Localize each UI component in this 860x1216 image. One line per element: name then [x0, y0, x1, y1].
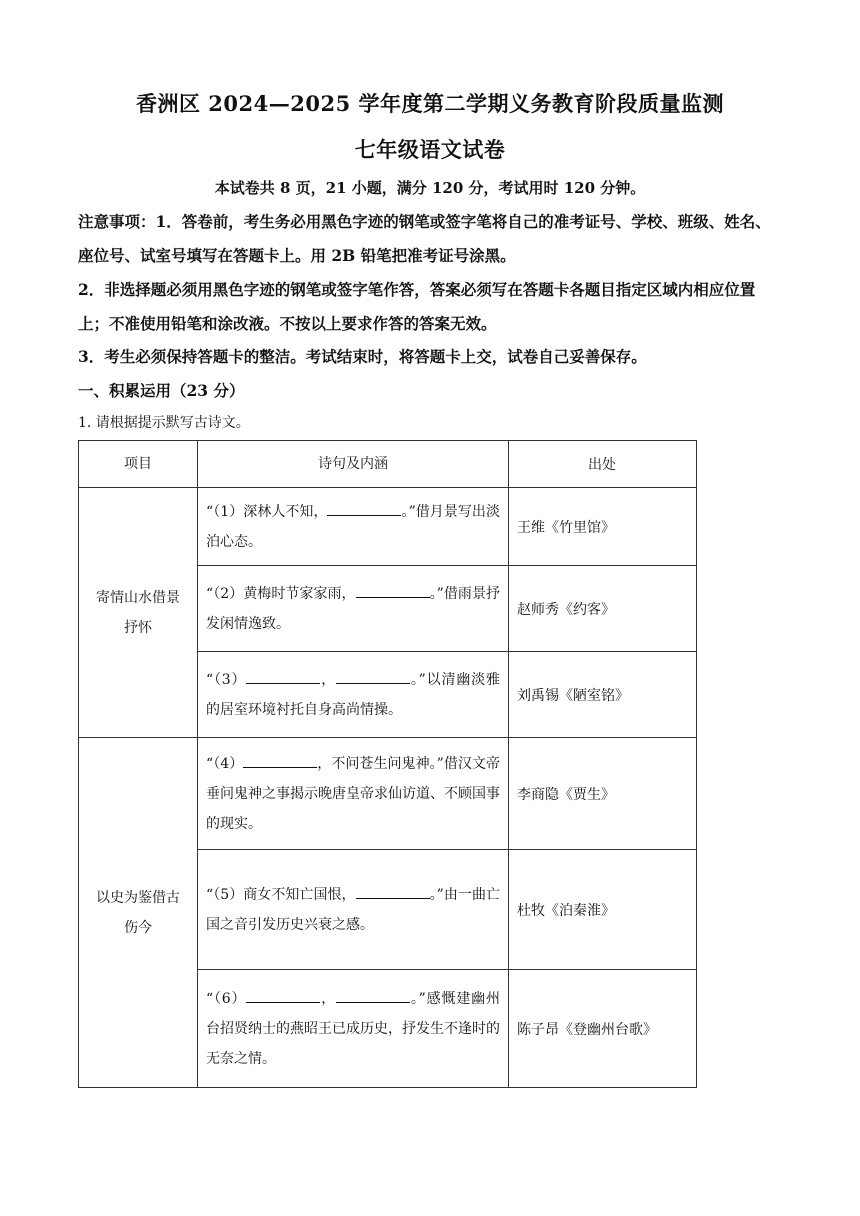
question-1-prompt: 1. 请根据提示默写古诗文。 — [78, 415, 250, 431]
verse-prefix: “（6） — [206, 990, 247, 1007]
verse-suffix: 。”借月景写出淡泊心态。 — [206, 503, 500, 550]
source-cell: 李商隐《贾生》 — [509, 738, 697, 850]
exam-title: 香洲区 2024—2025 学年度第二学期义务教育阶段质量监测 — [135, 91, 724, 116]
header-category: 项目 — [79, 441, 198, 488]
verse-prefix: “（4） — [206, 755, 244, 772]
category-cell: 寄情山水借景抒怀 — [79, 488, 198, 738]
exam-info: 本试卷共 8 页，21 小题，满分 120 分，考试用时 120 分钟。 — [214, 179, 646, 197]
verse-suffix: 。”感慨建幽州台招贤纳士的燕昭王已成历史，抒发生不逢时的无奈之情。 — [206, 990, 500, 1067]
header-verse: 诗句及内涵 — [198, 441, 509, 488]
verse-suffix: 。”借雨景抒发闲情逸致。 — [206, 585, 500, 632]
verse-cell — [198, 850, 509, 970]
header-source: 出处 — [509, 441, 697, 488]
answer-blank[interactable] — [356, 884, 430, 899]
verse-cell — [198, 652, 509, 738]
verse-cell — [198, 566, 509, 652]
section-heading: 一、积累运用（23 分） — [78, 381, 245, 400]
note-2: 2．非选择题必须用黑色字迹的钢笔或签字笔作答，答案必须写在答题卡各题目指定区域内相应位置上；不准使用铅笔和涂改液。不按以上要求作答的答案无效。 — [78, 280, 756, 333]
verse-separator: ， — [320, 990, 337, 1007]
source-cell: 刘禹锡《陋室铭》 — [509, 652, 697, 738]
category-cell: 以史为鉴借古伤今 — [79, 738, 198, 1088]
answer-blank[interactable] — [327, 501, 401, 516]
verse-prefix: “（2）黄梅时节家家雨， — [206, 585, 356, 602]
table-header-row — [79, 441, 697, 488]
table-row — [79, 738, 697, 850]
source-cell: 杜牧《泊秦淮》 — [509, 850, 697, 970]
verse-prefix: “（3） — [206, 671, 247, 688]
answer-blank[interactable] — [356, 583, 430, 598]
verse-cell — [198, 970, 509, 1088]
answer-blank[interactable] — [243, 753, 317, 768]
verse-suffix: 。”以清幽淡雅的居室环境衬托自身高尚情操。 — [206, 671, 500, 718]
answer-blank[interactable] — [336, 669, 410, 684]
verse-suffix: ，不问苍生问鬼神。”借汉文帝垂问鬼神之事揭示晚唐皇帝求仙访道、不顾国事的现实。 — [206, 755, 500, 832]
verse-prefix: “（1）深林人不知， — [206, 503, 328, 520]
table-row — [79, 488, 697, 566]
answer-blank[interactable] — [246, 988, 320, 1003]
source-cell: 王维《竹里馆》 — [509, 488, 697, 566]
source-cell: 陈子昂《登幽州台歌》 — [509, 970, 697, 1088]
note-3: 3．考生必须保持答题卡的整洁。考试结束时，将答题卡上交，试卷自己妥善保存。 — [78, 347, 647, 366]
note-1: 注意事项：1．答卷前，考生务必用黑色字迹的钢笔或签字笔将自己的准考证号、学校、班级、姓名、座位号、试室号填写在答题卡上。用 2B 铅笔把准考证号涂黑。 — [78, 212, 771, 265]
verse-separator: ， — [320, 671, 337, 688]
answer-blank[interactable] — [246, 669, 320, 684]
answer-blank[interactable] — [336, 988, 410, 1003]
verse-suffix: 。”由一曲亡国之音引发历史兴衰之感。 — [206, 886, 500, 933]
poetry-table — [78, 440, 697, 1088]
exam-subtitle-grade: 七年级语文试卷 — [354, 137, 506, 162]
verse-cell — [198, 738, 509, 850]
verse-prefix: “（5）商女不知亡国恨， — [206, 886, 356, 903]
verse-cell — [198, 488, 509, 566]
source-cell: 赵师秀《约客》 — [509, 566, 697, 652]
